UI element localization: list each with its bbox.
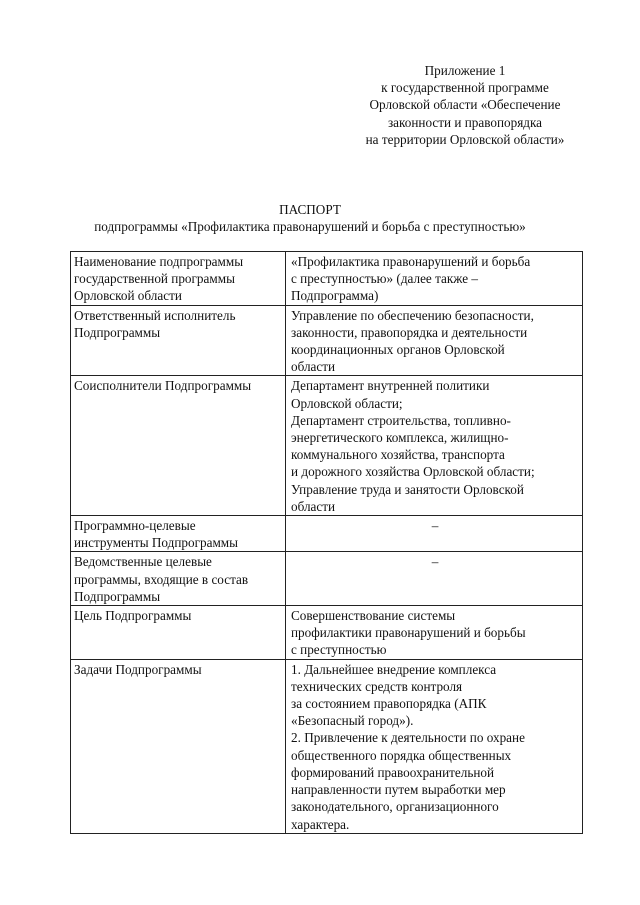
passport-value-cell xyxy=(286,376,583,516)
passport-value-line: и дорожного хозяйства Орловской области; xyxy=(291,464,535,480)
passport-value-line: – xyxy=(431,518,439,534)
passport-value-line: Департамент внутренней политики xyxy=(291,378,490,394)
passport-table-body xyxy=(71,252,583,834)
appendix-line: на территории Орловской области» xyxy=(365,131,565,147)
passport-label-line: государственной программы xyxy=(74,271,235,287)
passport-value-line: «Профилактика правонарушений и борьба xyxy=(291,254,531,269)
passport-label-line: Ответственный исполнитель xyxy=(74,307,236,323)
passport-value-cell xyxy=(286,552,583,606)
passport-value-line: Управление труда и занятости Орловской xyxy=(291,481,524,497)
passport-row xyxy=(71,252,583,306)
passport-value-line: 2. Привлечение к деятельности по охране xyxy=(291,730,525,746)
passport-value-line: «Безопасный город»). xyxy=(291,713,414,729)
passport-label-line: Подпрограммы xyxy=(74,324,161,340)
passport-value-line: технических средств контроля xyxy=(291,678,463,694)
passport-value-cell xyxy=(286,516,583,552)
passport-label-line: Соисполнители Подпрограммы xyxy=(74,378,252,394)
passport-value-cell xyxy=(286,305,583,376)
passport-table xyxy=(70,251,583,834)
passport-label-line: программы, входящие в состав xyxy=(74,571,249,587)
passport-value-line: с преступностью» (далее также – xyxy=(291,271,478,287)
passport-label-line: Наименование подпрограммы xyxy=(74,254,244,269)
passport-value-line: коммунального хозяйства, транспорта xyxy=(291,447,505,463)
passport-label-cell xyxy=(71,376,286,516)
passport-value-line: Департамент строительства, топливно- xyxy=(291,412,511,428)
appendix-line: законности и правопорядка xyxy=(387,114,543,130)
passport-value-line: законодательного, организационного xyxy=(291,799,499,815)
passport-row xyxy=(71,606,583,660)
passport-value-line: Управление по обеспечению безопасности, xyxy=(291,307,534,323)
passport-value-line: Орловской области; xyxy=(291,395,403,411)
appendix-line: к государственной программе xyxy=(381,80,549,96)
passport-value-line: характера. xyxy=(291,816,350,832)
passport-value-line: общественного порядка общественных xyxy=(291,747,512,763)
passport-value-cell xyxy=(286,252,583,306)
passport-row xyxy=(71,552,583,606)
passport-value-line: – xyxy=(431,554,439,570)
passport-value-line: законности, правопорядка и деятельности xyxy=(291,324,528,340)
document-title: ПАСПОРТ xyxy=(279,202,341,217)
passport-label-line: Цель Подпрограммы xyxy=(74,608,192,624)
passport-row xyxy=(71,516,583,552)
passport-label-line: инструменты Подпрограммы xyxy=(74,535,239,551)
passport-value-cell xyxy=(286,606,583,660)
passport-label-cell xyxy=(71,659,286,833)
passport-label-cell xyxy=(71,305,286,376)
passport-value-line: за состоянием правопорядка (АПК xyxy=(291,696,487,712)
document-subtitle: подпрограммы «Профилактика правонарушений и борьба с преступностью» xyxy=(94,219,526,235)
passport-value-line: области xyxy=(291,359,336,375)
document-heading xyxy=(40,201,580,235)
appendix-line: Приложение 1 xyxy=(424,63,506,78)
passport-value-line: направленности путем выработки мер xyxy=(291,782,506,798)
passport-label-line: Орловской области xyxy=(74,288,182,304)
passport-label-line: Ведомственные целевые xyxy=(74,554,212,570)
passport-value-line: формирований правоохранительной xyxy=(291,764,495,780)
passport-label-line: Задачи Подпрограммы xyxy=(74,661,202,677)
passport-value-line: профилактики правонарушений и борьбы xyxy=(291,625,526,641)
passport-value-line: области xyxy=(291,498,336,514)
appendix-note xyxy=(340,62,590,148)
passport-value-cell xyxy=(286,659,583,833)
passport-label-cell xyxy=(71,606,286,660)
passport-label-cell xyxy=(71,552,286,606)
passport-value-line: с преступностью xyxy=(291,642,387,658)
passport-value-line: Подпрограмма) xyxy=(291,288,379,304)
passport-value-line: координационных органов Орловской xyxy=(291,342,505,358)
passport-label-line: Программно-целевые xyxy=(74,518,196,534)
passport-label-cell xyxy=(71,252,286,306)
passport-value-line: энергетического комплекса, жилищно- xyxy=(291,430,509,446)
passport-row xyxy=(71,305,583,376)
appendix-line: Орловской области «Обеспечение xyxy=(369,97,561,113)
passport-label-line: Подпрограммы xyxy=(74,588,161,604)
passport-label-cell xyxy=(71,516,286,552)
passport-row xyxy=(71,659,583,833)
passport-row xyxy=(71,376,583,516)
passport-value-line: Совершенствование системы xyxy=(291,608,456,624)
passport-value-line: 1. Дальнейшее внедрение комплекса xyxy=(291,661,497,677)
